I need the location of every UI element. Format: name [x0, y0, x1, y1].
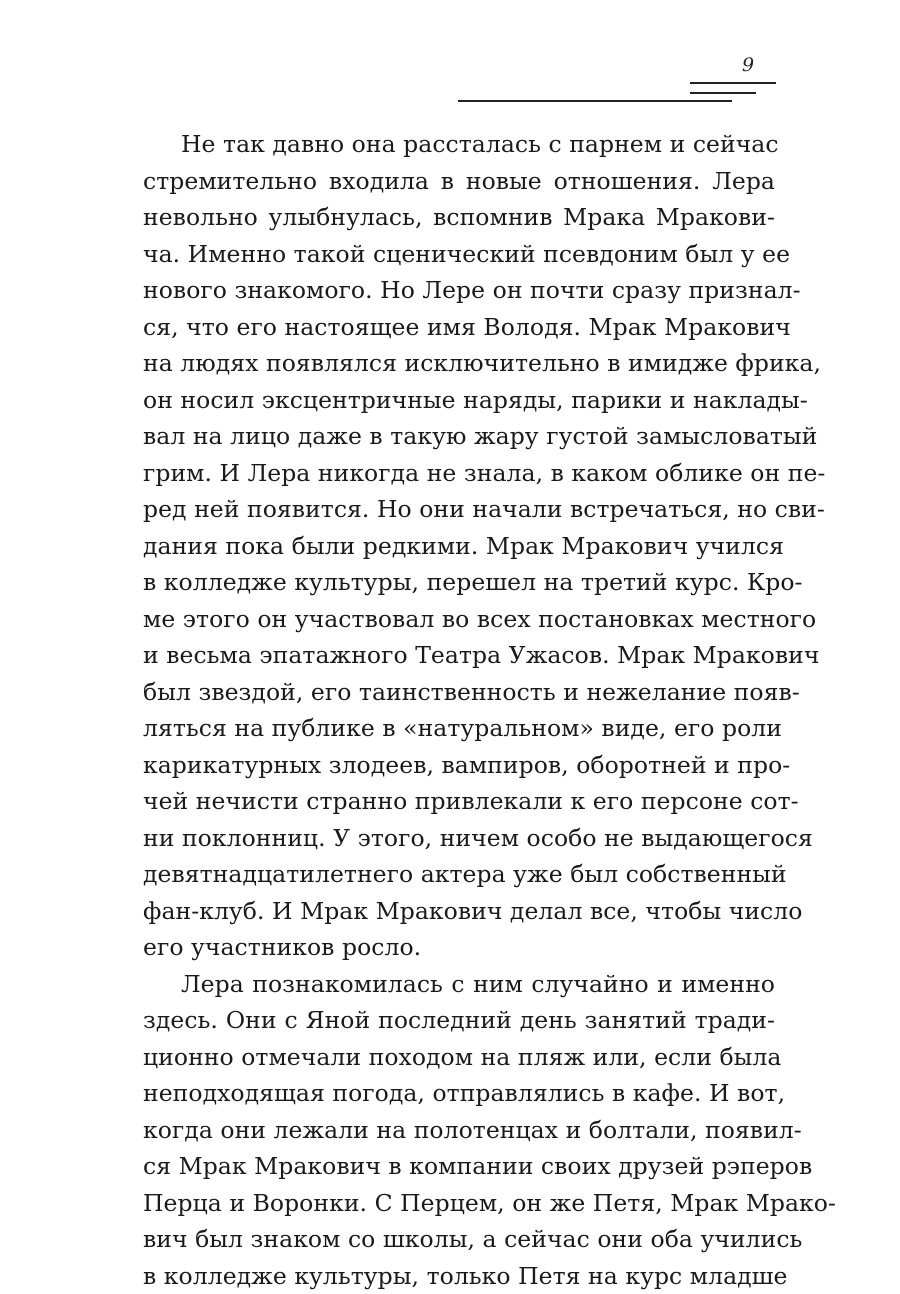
text-line: Перца и Воронки. С Перцем, он же Петя, Мрак Мрако- — [143, 1185, 775, 1222]
text-line: на людях появлялся исключительно в имидже фрика, — [143, 345, 775, 382]
text-line: вал на лицо даже в такую жару густой замысловатый — [143, 418, 775, 455]
text-line: его участников росло. — [143, 929, 775, 966]
text-line: невольно улыбнулась, вспомнив Мрака Мракови- — [143, 199, 775, 236]
text-line: вич был знаком со школы, а сейчас они оба учились — [143, 1221, 775, 1258]
text-line: ционно отмечали походом на пляж или, если была — [143, 1039, 775, 1076]
header-rule-middle — [690, 92, 756, 94]
text-line: нового знакомого. Но Лере он почти сразу признал- — [143, 272, 775, 309]
header-rule-long — [458, 100, 732, 102]
text-line: был звездой, его таинственность и нежелание появ- — [143, 674, 775, 711]
text-line: Не так давно она рассталась с парнем и сейчас — [143, 126, 775, 163]
text-line: дания пока были редкими. Мрак Мракович учился — [143, 528, 775, 565]
text-line: грим. И Лера никогда не знала, в каком облике он пе- — [143, 455, 775, 492]
text-line: в колледже культуры, перешел на третий курс. Кро- — [143, 564, 775, 601]
text-line: девятнадцатилетнего актера уже был собственный — [143, 856, 775, 893]
text-line: здесь. Они с Яной последний день занятий тради- — [143, 1002, 775, 1039]
header-rule-top — [690, 82, 776, 84]
text-line: когда они лежали на полотенцах и болтали, появил- — [143, 1112, 775, 1149]
paragraph-1 — [143, 126, 775, 966]
text-line: и весьма эпатажного Театра Ужасов. Мрак Мракович — [143, 637, 775, 674]
text-line: ни поклонниц. У этого, ничем особо не выдающегося — [143, 820, 775, 857]
paragraph-2 — [143, 966, 775, 1294]
page-number: 9 — [736, 54, 760, 76]
text-line: ся, что его настоящее имя Володя. Мрак Мракович — [143, 309, 775, 346]
text-line: ме этого он участвовал во всех постановках местного — [143, 601, 775, 638]
text-line: Лера познакомилась с ним случайно и именно — [143, 966, 775, 1003]
text-line: неподходящая погода, отправлялись в кафе. И вот, — [143, 1075, 775, 1112]
text-line: ча. Именно такой сценический псевдоним был у ее — [143, 236, 775, 273]
text-line: ред ней появится. Но они начали встречаться, но сви- — [143, 491, 775, 528]
body-text — [143, 126, 775, 1294]
text-line: фан-клуб. И Мрак Мракович делал все, чтобы число — [143, 893, 775, 930]
text-line: ся Мрак Мракович в компании своих друзей рэперов — [143, 1148, 775, 1185]
text-line: чей нечисти странно привлекали к его персоне сот- — [143, 783, 775, 820]
text-line: стремительно входила в новые отношения. Лера — [143, 163, 775, 200]
text-line: он носил эксцентричные наряды, парики и наклады- — [143, 382, 775, 419]
text-line: в колледже культуры, только Петя на курс младше — [143, 1258, 775, 1294]
text-line: карикатурных злодеев, вампиров, оборотней и про- — [143, 747, 775, 784]
text-line: ляться на публике в «натуральном» виде, его роли — [143, 710, 775, 747]
